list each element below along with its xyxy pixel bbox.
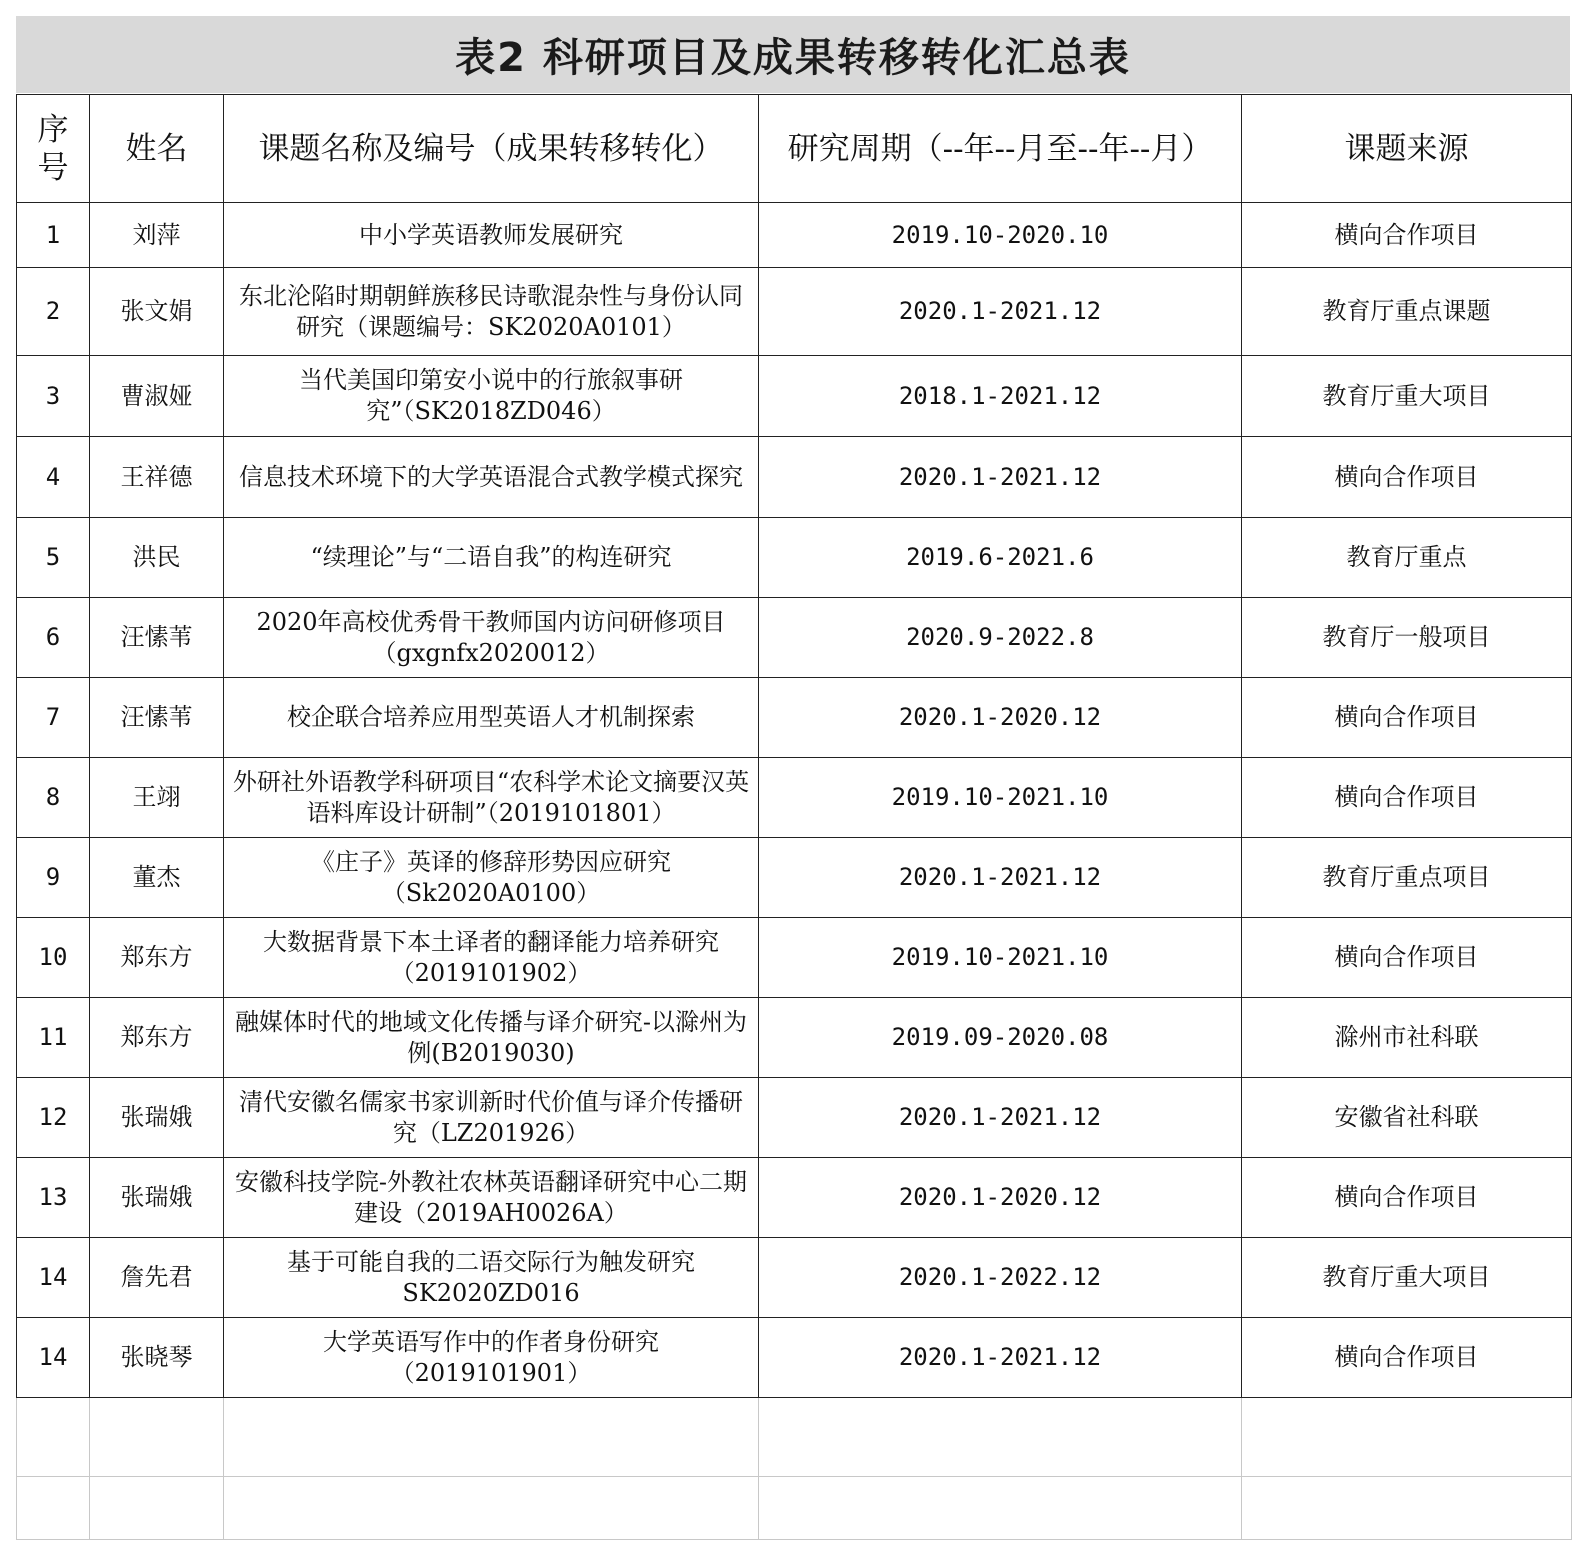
table-row	[17, 203, 1572, 268]
cell-index: 8	[17, 758, 90, 838]
cell-topic: 基于可能自我的二语交际行为触发研究SK2020ZD016	[224, 1238, 759, 1318]
cell-name: 曹淑娅	[90, 356, 224, 437]
cell-topic: 大数据背景下本土译者的翻译能力培养研究（2019101902）	[224, 918, 759, 998]
cell-index: 13	[17, 1158, 90, 1238]
cell-source: 横向合作项目	[1242, 203, 1572, 268]
empty-cell	[90, 1398, 224, 1477]
cell-index: 9	[17, 838, 90, 918]
empty-row	[17, 1398, 1572, 1477]
cell-topic: 东北沦陷时期朝鲜族移民诗歌混杂性与身份认同研究（课题编号：SK2020A0101）	[224, 268, 759, 356]
summary-table	[16, 94, 1572, 1540]
cell-period: 2019.10-2021.10	[759, 758, 1242, 838]
cell-period: 2020.1-2021.12	[759, 838, 1242, 918]
cell-index: 11	[17, 998, 90, 1078]
cell-period: 2019.09-2020.08	[759, 998, 1242, 1078]
cell-index: 14	[17, 1318, 90, 1398]
header-row	[17, 95, 1572, 203]
cell-name: 张瑞娥	[90, 1158, 224, 1238]
empty-cell	[224, 1477, 759, 1540]
empty-row	[17, 1477, 1572, 1540]
cell-period: 2020.1-2021.12	[759, 268, 1242, 356]
cell-source: 横向合作项目	[1242, 437, 1572, 518]
cell-index: 5	[17, 518, 90, 598]
cell-name: 詹先君	[90, 1238, 224, 1318]
cell-name: 刘萍	[90, 203, 224, 268]
cell-period: 2019.6-2021.6	[759, 518, 1242, 598]
cell-topic: 大学英语写作中的作者身份研究（2019101901）	[224, 1318, 759, 1398]
empty-cell	[759, 1398, 1242, 1477]
cell-source: 滁州市社科联	[1242, 998, 1572, 1078]
table-row	[17, 598, 1572, 678]
cell-source: 横向合作项目	[1242, 1318, 1572, 1398]
empty-cell	[759, 1477, 1242, 1540]
cell-index: 3	[17, 356, 90, 437]
table-row	[17, 268, 1572, 356]
cell-source: 横向合作项目	[1242, 758, 1572, 838]
cell-index: 2	[17, 268, 90, 356]
cell-source: 横向合作项目	[1242, 918, 1572, 998]
cell-index: 7	[17, 678, 90, 758]
cell-index: 10	[17, 918, 90, 998]
table-row	[17, 758, 1572, 838]
header-period: 研究周期（--年--月至--年--月）	[759, 95, 1242, 203]
empty-cell	[17, 1398, 90, 1477]
cell-topic: 外研社外语教学科研项目“农科学术论文摘要汉英语料库设计研制”（2019101801）	[224, 758, 759, 838]
cell-index: 1	[17, 203, 90, 268]
cell-topic: 校企联合培养应用型英语人才机制探索	[224, 678, 759, 758]
cell-source: 横向合作项目	[1242, 1158, 1572, 1238]
empty-cell	[224, 1398, 759, 1477]
table-row	[17, 678, 1572, 758]
empty-cell	[1242, 1477, 1572, 1540]
cell-source: 教育厅重点课题	[1242, 268, 1572, 356]
cell-name: 洪民	[90, 518, 224, 598]
table-row	[17, 1318, 1572, 1398]
table-row	[17, 918, 1572, 998]
cell-name: 郑东方	[90, 918, 224, 998]
cell-period: 2020.1-2021.12	[759, 1078, 1242, 1158]
cell-topic: 2020年高校优秀骨干教师国内访问研修项目（gxgnfx2020012）	[224, 598, 759, 678]
cell-name: 王祥德	[90, 437, 224, 518]
cell-index: 14	[17, 1238, 90, 1318]
cell-period: 2020.1-2020.12	[759, 1158, 1242, 1238]
cell-period: 2020.1-2022.12	[759, 1238, 1242, 1318]
cell-topic: 信息技术环境下的大学英语混合式教学模式探究	[224, 437, 759, 518]
cell-index: 6	[17, 598, 90, 678]
cell-topic: 安徽科技学院-外教社农林英语翻译研究中心二期建设（2019AH0026A）	[224, 1158, 759, 1238]
table-row	[17, 356, 1572, 437]
cell-topic: 当代美国印第安小说中的行旅叙事研究”（SK2018ZD046）	[224, 356, 759, 437]
cell-source: 教育厅一般项目	[1242, 598, 1572, 678]
header-name: 姓名	[90, 95, 224, 203]
cell-source: 教育厅重点项目	[1242, 838, 1572, 918]
cell-source: 教育厅重大项目	[1242, 1238, 1572, 1318]
table-row	[17, 1238, 1572, 1318]
cell-source: 安徽省社科联	[1242, 1078, 1572, 1158]
table-row	[17, 1158, 1572, 1238]
cell-source: 横向合作项目	[1242, 678, 1572, 758]
cell-period: 2019.10-2020.10	[759, 203, 1242, 268]
cell-topic: 清代安徽名儒家书家训新时代价值与译介传播研究（LZ201926）	[224, 1078, 759, 1158]
empty-cell	[90, 1477, 224, 1540]
cell-index: 12	[17, 1078, 90, 1158]
cell-name: 王翊	[90, 758, 224, 838]
cell-period: 2020.1-2020.12	[759, 678, 1242, 758]
cell-name: 张晓琴	[90, 1318, 224, 1398]
cell-period: 2020.9-2022.8	[759, 598, 1242, 678]
cell-topic: 融媒体时代的地域文化传播与译介研究-以滁州为例(B2019030)	[224, 998, 759, 1078]
table-row	[17, 1078, 1572, 1158]
cell-name: 董杰	[90, 838, 224, 918]
cell-name: 汪愫苇	[90, 598, 224, 678]
cell-name: 张瑞娥	[90, 1078, 224, 1158]
cell-name: 郑东方	[90, 998, 224, 1078]
empty-cell	[17, 1477, 90, 1540]
table-row	[17, 518, 1572, 598]
table-row	[17, 838, 1572, 918]
cell-source: 教育厅重点	[1242, 518, 1572, 598]
cell-topic: “续理论”与“二语自我”的构连研究	[224, 518, 759, 598]
cell-index: 4	[17, 437, 90, 518]
table-row	[17, 998, 1572, 1078]
cell-source: 教育厅重大项目	[1242, 356, 1572, 437]
cell-name: 汪愫苇	[90, 678, 224, 758]
header-topic: 课题名称及编号（成果转移转化）	[224, 95, 759, 203]
cell-period: 2018.1-2021.12	[759, 356, 1242, 437]
cell-period: 2020.1-2021.12	[759, 1318, 1242, 1398]
cell-period: 2020.1-2021.12	[759, 437, 1242, 518]
cell-period: 2019.10-2021.10	[759, 918, 1242, 998]
table-row	[17, 437, 1572, 518]
cell-topic: 《庄子》英译的修辞形势因应研究（Sk2020A0100）	[224, 838, 759, 918]
header-source: 课题来源	[1242, 95, 1572, 203]
header-index: 序号	[17, 95, 90, 203]
table-title: 表2 科研项目及成果转移转化汇总表	[16, 16, 1570, 93]
cell-name: 张文娟	[90, 268, 224, 356]
cell-topic: 中小学英语教师发展研究	[224, 203, 759, 268]
empty-cell	[1242, 1398, 1572, 1477]
